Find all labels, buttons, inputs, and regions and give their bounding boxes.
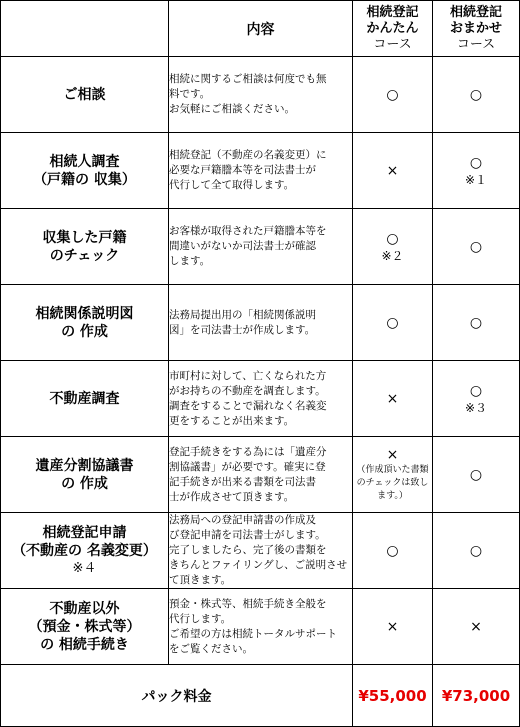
- mark-symbol: ×: [386, 618, 399, 635]
- mark-note: ※２: [381, 248, 404, 263]
- header-full-line-2: おまかせ: [449, 20, 502, 36]
- easy-course-mark: [353, 589, 433, 665]
- mark-symbol: ○: [386, 542, 399, 559]
- easy-course-mark: [353, 437, 433, 513]
- desc-line: 相続に関するご相談は何度でも無: [169, 73, 327, 85]
- desc-line: 代行します。: [169, 612, 232, 625]
- mark-symbol: ○: [469, 238, 483, 255]
- desc-line: 完了しましたら、完了後の書類を: [169, 544, 327, 556]
- row-item-note: ※４: [72, 560, 97, 576]
- desc-line: 法務局への登記申請書の作成及: [169, 514, 316, 526]
- desc-line: 調査をすることで漏れなく名義変: [169, 399, 327, 412]
- full-course-mark: [433, 513, 520, 589]
- row-item: [1, 513, 169, 589]
- full-course-mark: [433, 361, 520, 437]
- mark-symbol: ○: [469, 314, 483, 331]
- row-item-line: 相続登記申請: [42, 524, 127, 541]
- table-row: [1, 133, 520, 209]
- full-course-mark: [433, 209, 520, 285]
- row-item-line: ご相談: [63, 86, 106, 103]
- desc-line: て頂きます。: [169, 574, 232, 586]
- easy-course-mark: [353, 361, 433, 437]
- easy-course-mark: [353, 57, 433, 133]
- header-easy-course: [353, 1, 433, 57]
- desc-line: 士が作成させて頂きます。: [169, 490, 295, 503]
- row-item: [1, 589, 169, 665]
- row-item: [1, 133, 169, 209]
- desc-line: び登記申請を司法書士がします。: [169, 529, 326, 541]
- mark-note: （作成頂いた書類: [356, 465, 429, 475]
- row-item-line: 収集した戸籍: [42, 229, 127, 246]
- table-row: [1, 589, 520, 665]
- desc-line: します。: [169, 255, 211, 267]
- mark-note: ※１: [464, 172, 488, 187]
- row-item-line: の 相続手続き: [40, 636, 129, 653]
- mark-symbol: ○: [469, 154, 483, 171]
- row-item: [1, 361, 169, 437]
- header-full-line-1: 相続登記: [449, 4, 502, 20]
- desc-line: 相続登記（不動産の名義変更）に: [169, 149, 327, 161]
- row-description: [169, 513, 353, 589]
- row-item-line: 不動産調査: [49, 390, 120, 407]
- pack-price-label: パック料金: [1, 665, 353, 727]
- easy-course-price: ¥55,000: [353, 665, 433, 727]
- desc-line: 料です。: [169, 88, 211, 100]
- desc-line: 市町村に対して、亡くなられた方: [169, 369, 327, 382]
- row-item-line: のチェック: [49, 247, 120, 264]
- header-easy-line-3: コース: [373, 36, 412, 52]
- full-course-mark: [433, 589, 520, 665]
- row-item-line: （戸籍の 収集）: [33, 171, 136, 188]
- mark-symbol: ×: [470, 618, 482, 635]
- header-full-course: [433, 1, 520, 57]
- desc-line: 必要な戸籍謄本等を司法書士が: [169, 164, 316, 176]
- mark-symbol: ○: [386, 314, 399, 331]
- mark-symbol: ○: [469, 382, 483, 399]
- desc-line: ご希望の方は相続トータルサポート: [169, 627, 337, 640]
- desc-line: 記手続きが出来る書類を司法書: [169, 475, 316, 488]
- mark-symbol: ×: [386, 447, 399, 463]
- row-item: [1, 285, 169, 361]
- desc-line: 図」を司法書士が作成します。: [169, 323, 316, 336]
- full-course-mark: [433, 285, 520, 361]
- row-item-line: 不動産以外: [49, 600, 120, 617]
- row-description: [169, 361, 353, 437]
- row-item-line: （不動産の 名義変更）: [12, 542, 157, 559]
- mark-symbol: ○: [469, 466, 483, 483]
- desc-line: をご覧ください。: [169, 642, 253, 655]
- easy-course-mark: [353, 209, 433, 285]
- full-course-mark: [433, 437, 520, 513]
- row-item-line: 相続関係説明図: [35, 305, 134, 322]
- row-description: [169, 133, 353, 209]
- row-description: [169, 589, 353, 665]
- table-row: [1, 513, 520, 589]
- header-full-line-3: コース: [456, 36, 496, 52]
- table-row: [1, 57, 520, 133]
- desc-line: 更をすることが出来ます。: [169, 414, 295, 427]
- easy-course-mark: [353, 285, 433, 361]
- easy-course-mark: [353, 513, 433, 589]
- desc-line: 法務局提出用の「相続関係説明: [169, 308, 316, 321]
- table-row: [1, 437, 520, 513]
- row-item-line: の 作成: [61, 323, 108, 340]
- mark-symbol: ○: [386, 230, 399, 247]
- desc-line: お客様が取得された戸籍謄本等を: [169, 225, 327, 237]
- header-easy-line-2: かんたん: [366, 20, 419, 36]
- row-item-line: 遺産分割協議書: [35, 457, 134, 474]
- row-item-line: の 作成: [61, 475, 108, 492]
- row-item: [1, 209, 169, 285]
- header-row: [1, 1, 520, 57]
- desc-line: がお持ちの不動産を調査します。: [169, 384, 326, 397]
- header-blank-cell: [1, 1, 169, 57]
- desc-line: 登記手続きをする為には「遺産分: [169, 445, 327, 458]
- header-easy-line-1: 相続登記: [366, 4, 419, 20]
- desc-line: 間違いがないか司法書士が確認: [169, 240, 316, 252]
- mark-note: のチェックは致し: [356, 478, 429, 488]
- row-description: [169, 437, 353, 513]
- mark-symbol: ○: [469, 86, 483, 103]
- table-row: [1, 361, 520, 437]
- header-content: 内容: [169, 1, 353, 57]
- table-row: [1, 285, 520, 361]
- mark-note: ます。）: [377, 491, 408, 501]
- desc-line: 代行して全て取得します。: [169, 179, 295, 191]
- mark-symbol: ×: [386, 390, 399, 407]
- full-course-mark: [433, 133, 520, 209]
- desc-line: 割協議書」が必要です。確実に登: [169, 460, 326, 473]
- row-description: [169, 285, 353, 361]
- mark-symbol: ×: [386, 162, 399, 179]
- row-item: [1, 57, 169, 133]
- price-row: [1, 665, 520, 727]
- desc-line: 預金・株式等、相続手続き全般を: [169, 597, 327, 610]
- row-item-line: （預金・株式等）: [28, 618, 141, 635]
- full-course-price: ¥73,000: [433, 665, 520, 727]
- full-course-mark: [433, 57, 520, 133]
- row-item: [1, 437, 169, 513]
- easy-course-mark: [353, 133, 433, 209]
- row-item-line: 相続人調査: [49, 153, 120, 170]
- desc-line: きちんとファイリングし、ご説明させ: [169, 559, 348, 571]
- mark-symbol: ○: [469, 542, 483, 559]
- row-description: [169, 209, 353, 285]
- mark-note: ※３: [464, 400, 488, 415]
- mark-symbol: ○: [386, 86, 399, 103]
- row-description: [169, 57, 353, 133]
- table-row: [1, 209, 520, 285]
- desc-line: お気軽にご相談ください。: [169, 103, 295, 115]
